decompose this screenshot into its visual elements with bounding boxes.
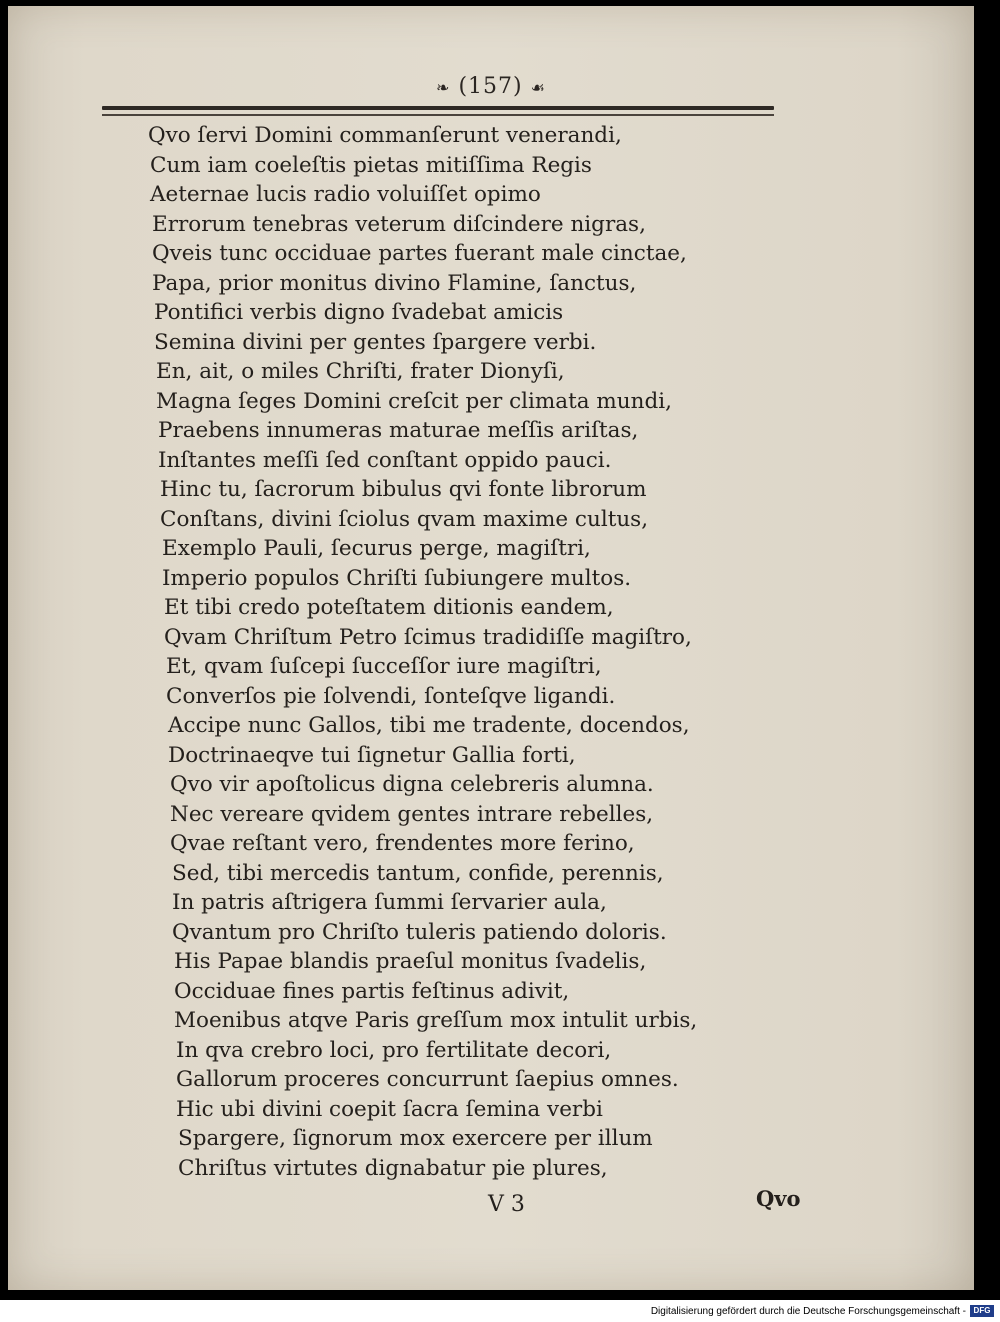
- verse-line: Occiduae fines partis feſtinus adivit,: [174, 978, 570, 1004]
- page-number-header: [8, 74, 974, 99]
- verse-line: Qvae reſtant vero, frendentes more ferino,: [170, 831, 635, 856]
- header-rule-secondary: [102, 114, 774, 116]
- verse-line: Qvo ſervi Domini commanſerunt venerandi,: [148, 123, 622, 148]
- verse-line: His Papae blandis praeſul monitus ſvadelis,: [174, 949, 647, 974]
- verse-line: Qveis tunc occiduae partes fuerant male cinctae,: [152, 241, 687, 266]
- catchword: Qvo: [756, 1186, 801, 1211]
- verse-line: Nec vereare qvidem gentes intrare rebelles,: [170, 801, 654, 827]
- verse-line: Conſtans, divini ſciolus qvam maxime cultus,: [160, 506, 649, 532]
- verse-line: En, ait, o miles Chriſti, frater Dionyſi,: [156, 359, 565, 384]
- dfg-logo: DFG: [970, 1305, 994, 1317]
- verse-line: Pontifici verbis digno ſvadebat amicis: [154, 300, 564, 325]
- verse-line: Errorum tenebras veterum diſcindere nigras,: [152, 211, 646, 237]
- verse-line: Praebens innumeras maturae meſſis ariſtas,: [158, 418, 639, 443]
- ornament-left-icon: ❧: [436, 78, 451, 97]
- verse-line: Moenibus atqve Paris greſſum mox intulit urbis,: [174, 1008, 698, 1033]
- verse-line: Sed, tibi mercedis tantum, confide, perennis,: [172, 860, 664, 886]
- verse-line: Doctrinaeqve tui ſignetur Gallia forti,: [168, 742, 576, 768]
- verse-line: Semina divini per gentes ſpargere verbi.: [154, 329, 597, 355]
- verse-line: Qvantum pro Chriſto tuleris patiendo doloris.: [172, 919, 667, 945]
- header-rule: [102, 106, 774, 110]
- verse-line: Chriſtus virtutes dignabatur pie plures,: [178, 1155, 608, 1181]
- verse-line: In patris aſtrigera ſummi ſervarier aula,: [172, 890, 607, 915]
- book-page: [8, 6, 974, 1290]
- verse-line: Converſos pie ſolvendi, ſonteſqve ligandi.: [166, 683, 616, 709]
- verse-line: Spargere, ſignorum mox exercere per illum: [178, 1126, 653, 1151]
- verse-line: Papa, prior monitus divino Flamine, ſanctus,: [152, 270, 637, 296]
- verse-line: Magna ſeges Domini creſcit per climata mundi,: [156, 388, 672, 414]
- verse-line: Hic ubi divini coepit ſacra ſemina verbi: [176, 1096, 603, 1122]
- verse-line: Imperio populos Chriſti ſubiungere multos.: [162, 565, 632, 591]
- verse-line: Et tibi credo poteſtatem ditionis eandem,: [164, 595, 614, 620]
- verse-line: Accipe nunc Gallos, tibi me tradente, docendos,: [168, 713, 690, 738]
- verse-line: Qvam Chriſtum Petro ſcimus tradidiſſe magiſtro,: [164, 624, 692, 650]
- verse-line: Hinc tu, ſacrorum bibulus qvi fonte librorum: [160, 477, 647, 502]
- verse-line: Exemplo Pauli, ſecurus perge, magiſtri,: [162, 536, 591, 561]
- footer-credit: Digitalisierung gefördert durch die Deutsche Forschungsgemeinschaft -: [650, 1306, 966, 1317]
- verse-line: Qvo vir apoſtolicus digna celebreris alumna.: [170, 772, 654, 797]
- ornament-right-icon: ☙: [530, 78, 546, 97]
- verse-line: In qva crebro loci, pro fertilitate decori,: [176, 1037, 612, 1063]
- verse-line: Cum iam coeleſtis pietas mitiſſima Regis: [150, 152, 592, 178]
- verse-block: [148, 121, 768, 1183]
- verse-line: Aeternae lucis radio voluiſſet opimo: [150, 182, 541, 207]
- signature-mark: V 3: [488, 1192, 525, 1217]
- verse-line: Et, qvam ſuſcepi ſucceſſor iure magiſtri,: [166, 654, 602, 679]
- verse-line: Inſtantes meſſi ſed conſtant oppido pauci.: [158, 447, 612, 473]
- verse-line: Gallorum proceres concurrunt ſaepius omnes.: [176, 1067, 679, 1092]
- page-number: (157): [458, 74, 523, 99]
